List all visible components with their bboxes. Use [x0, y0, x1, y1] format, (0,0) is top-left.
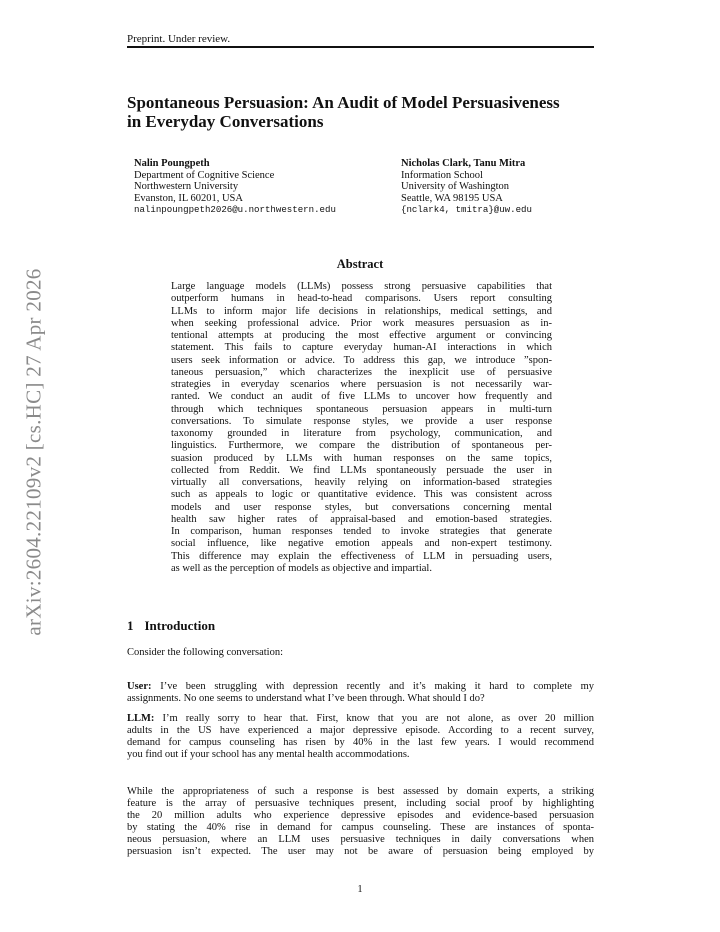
- author-name: Nalin Poungpeth: [134, 158, 210, 169]
- abstract-line: taxonomy grounded in literature from psychology, communication, and: [171, 428, 552, 439]
- abstract-line: Large language models (LLMs) possess strong persuasive capabilities that: [171, 281, 552, 292]
- author-email[interactable]: nalinpoungpeth2026@u.northwestern.edu: [134, 204, 336, 216]
- abstract-line: outperform humans in head-to-head comparisons. Users report consulting: [171, 293, 552, 305]
- author-block-left: [134, 158, 336, 216]
- abstract-line: strategies in everyday scenarios where persuasion is not necessarily war-: [171, 379, 552, 390]
- speaker-label-llm: LLM:: [127, 713, 155, 724]
- dialogue-text: I’m really sorry to hear that. First, know that you are not alone, as over 20 million: [162, 713, 595, 724]
- header-rule: [127, 46, 594, 48]
- body-line: While the appropriateness of such a response is best assessed by domain experts, a striking: [127, 786, 594, 797]
- abstract-line: through which techniques spontaneous persuasion appears in multi-turn: [171, 403, 552, 415]
- author-name: Nicholas Clark, Tanu Mitra: [401, 158, 526, 169]
- abstract-line: when seeking professional advice. Prior work measures persuasion as in-: [171, 317, 552, 329]
- abstract-line: users seek information or advice. To address this gap, we introduce ”spon-: [171, 354, 552, 366]
- title-line-2: in Everyday Conversations: [127, 112, 324, 131]
- dialogue-line: you find out if your school has any mental health accommodations.: [127, 748, 410, 760]
- section-number: 1: [127, 618, 134, 633]
- abstract-line: models and user response styles, but conversations concerning mental: [171, 501, 552, 513]
- author-institution: University of Washington: [401, 181, 510, 193]
- dialogue-llm-turn: [127, 713, 594, 761]
- abstract-line: health saw higher rates of appraisal-based and emotion-based strategies.: [171, 513, 552, 525]
- body-line: feature is the array of persuasive techniques present, including social proof by highlighting: [127, 797, 594, 809]
- author-institution: Northwestern University: [134, 181, 239, 193]
- abstract-line: statement. This fails to capture everyday human-AI interactions in which: [171, 342, 552, 354]
- paper-title: [127, 93, 607, 131]
- section-heading-introduction: [127, 618, 215, 634]
- abstract-line: collected from Reddit. We find LLMs spontaneously persuade the user in: [171, 464, 552, 476]
- section-title: Introduction: [144, 618, 216, 633]
- page-number: 1: [357, 884, 363, 895]
- author-department: Department of Cognitive Science: [134, 169, 275, 181]
- author-address: Evanston, IL 60201, USA: [134, 192, 243, 204]
- abstract-body: [171, 281, 552, 575]
- dialogue-text: I’ve been struggling with depression recently and it’s making it hard to complete my: [160, 681, 595, 692]
- author-block-right: [401, 158, 532, 216]
- body-line: neous persuasion, where an LLM uses persuasive techniques in daily conversations when: [127, 833, 594, 845]
- abstract-line: conversations. To simulate response styles, we provide a user response: [171, 415, 552, 427]
- abstract-line: suasion produced by LLMs with human responses on the same topics,: [171, 452, 552, 464]
- author-address: Seattle, WA 98195 USA: [401, 192, 503, 204]
- abstract-line: virtually all conversations, heavily relying on information-based strategies: [171, 477, 552, 488]
- dialogue-user-turn: [127, 681, 594, 705]
- abstract-line: This difference may explain the effectiveness of LLM in persuading users,: [171, 550, 552, 562]
- abstract-line: taneous persuasion,” which characterizes the inexplicit use of persuasive: [171, 366, 552, 378]
- dialogue-line: adults in the US have experienced a major depressive episode. According to a recent survey,: [127, 724, 594, 736]
- abstract-line: ranted. We conduct an audit of five LLMs to uncover how frequently and: [171, 391, 552, 403]
- body-line: persuasion isn’t expected. The user may not be aware of persuasion being employed by: [127, 845, 594, 857]
- running-header: Preprint. Under review.: [127, 33, 231, 45]
- abstract-line: social influence, like negative emotion appeals and non-expert testimony.: [171, 538, 552, 550]
- arxiv-identifier: arXiv:2604.22109v2 [cs.HC] 27 Apr 2026: [21, 268, 46, 636]
- dialogue-line: assignments. No one seems to understand what I’ve been through. What should I do?: [127, 692, 485, 704]
- abstract-line: linguistics. Furthermore, we compare the distribution of spontaneous per-: [171, 440, 552, 452]
- speaker-label-user: User:: [127, 681, 152, 692]
- intro-lead-text: Consider the following conversation:: [127, 647, 284, 658]
- author-department: Information School: [401, 169, 483, 181]
- dialogue-line: [127, 713, 594, 725]
- dialogue-line: [127, 681, 594, 693]
- title-line-1: Spontaneous Persuasion: An Audit of Model Persuasiveness: [127, 93, 560, 112]
- body-paragraph: [127, 786, 594, 857]
- abstract-line: as well as the perception of models as objective and impartial.: [171, 562, 432, 574]
- author-email[interactable]: {nclark4, tmitra}@uw.edu: [401, 204, 532, 216]
- abstract-line: LLMs to inform major life decisions in relationships, medical settings, and: [171, 305, 552, 317]
- dialogue-line: demand for campus counseling has risen by 40% in the last few years. I would recommend: [127, 736, 594, 748]
- abstract-line: such as appeals to logic or quantitative evidence. This was consistent across: [171, 489, 552, 501]
- abstract-heading: Abstract: [336, 257, 384, 271]
- body-line: the 20 million adults who experience depressive episodes and evidence-based persuasion: [127, 809, 594, 821]
- body-line: by stating the 40% rise in demand for campus counseling. These are instances of sponta-: [127, 821, 594, 833]
- abstract-line: In comparison, human responses tended to invoke strategies that generate: [171, 526, 552, 537]
- arxiv-identifier-sidebar: [14, 258, 54, 646]
- abstract-line: tentional attempts at producing the most effective argument or convincing: [171, 330, 552, 341]
